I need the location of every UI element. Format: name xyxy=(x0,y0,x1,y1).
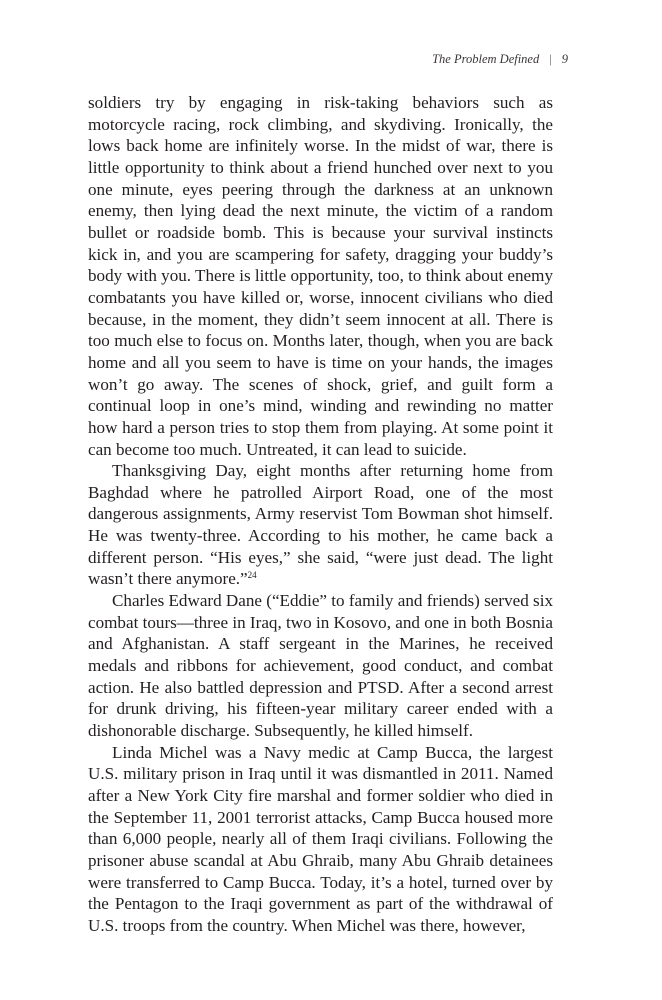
paragraph-text: Linda Michel was a Navy medic at Camp Bucca, the largest U.S. military prison in Iraq until it was dismantled in 2011. Named after a New York City fire marshal and former soldier who died in the September 11, 2001 terrorist attacks, Camp Bucca housed more than 6,000 people, nearly all of them Iraqi civilians. Following the prisoner abuse scandal at Abu Ghraib, many Abu Ghraib detainees were transferred to Camp Bucca. Today, it’s a hotel, turned over by the Pentagon to the Iraqi government as part of the withdrawal of U.S. troops from the country. When Michel was there, however, xyxy=(88,742,553,935)
footnote-marker[interactable]: 24 xyxy=(247,570,257,581)
running-head xyxy=(432,52,568,67)
body-text xyxy=(88,92,553,937)
running-head-title: The Problem Defined xyxy=(432,52,540,66)
paragraph-text: Charles Edward Dane (“Eddie” to family and friends) served six combat tours—three in Iraq, two in Kosovo, and one in both Bosnia and Afghanistan. A staff sergeant in the Marines, he received medals and ribbons for achievement, good conduct, and combat action. He also battled depression and PTSD. After a second arrest for drunk driving, his fifteen-year military career ended with a dishonorable discharge. Subsequently, he killed himself. xyxy=(88,591,553,741)
page-number: 9 xyxy=(561,52,568,66)
paragraph-text: soldiers try by engaging in risk-taking behaviors such as motorcycle racing, rock climbing, and skydiving. Ironically, the lows back home are infinitely worse. In the midst of war, there is little opportunity to think about a friend hunched over next to you one minute, eyes peering through the darkness at an unknown enemy, then lying dead the next minute, the victim of a random bullet or roadside bomb. This is because your survival instincts kick in, and you are scampering for safety, dragging your buddy’s body with you. There is little opportunity, too, to think about enemy combatants you have killed or, worse, innocent civilians who died because, in the moment, they didn’t seem innocent at all. There is too much else to focus on. Months later, though, when you are back home and all you seem to have is time on your hands, the images won’t go away. The scenes of shock, grief, and guilt form a continual loop in one’s mind, winding and rewinding no matter how hard a person tries to stop them from playing. At some point it can become too much. Untreated, it can lead to suicide. xyxy=(88,93,553,459)
paragraph xyxy=(88,460,553,590)
paragraph xyxy=(88,590,553,742)
paragraph xyxy=(88,742,553,937)
running-head-separator: | xyxy=(549,52,552,66)
paragraph xyxy=(88,92,553,460)
paragraph-text: Thanksgiving Day, eight months after returning home from Baghdad where he patrolled Airport Road, one of the most dangerous assignments, Army reservist Tom Bowman shot himself. He was twenty-three. According to his mother, he came back a different person. “His eyes,” she said, “were just dead. The light wasn’t there anymore.” xyxy=(88,461,553,589)
